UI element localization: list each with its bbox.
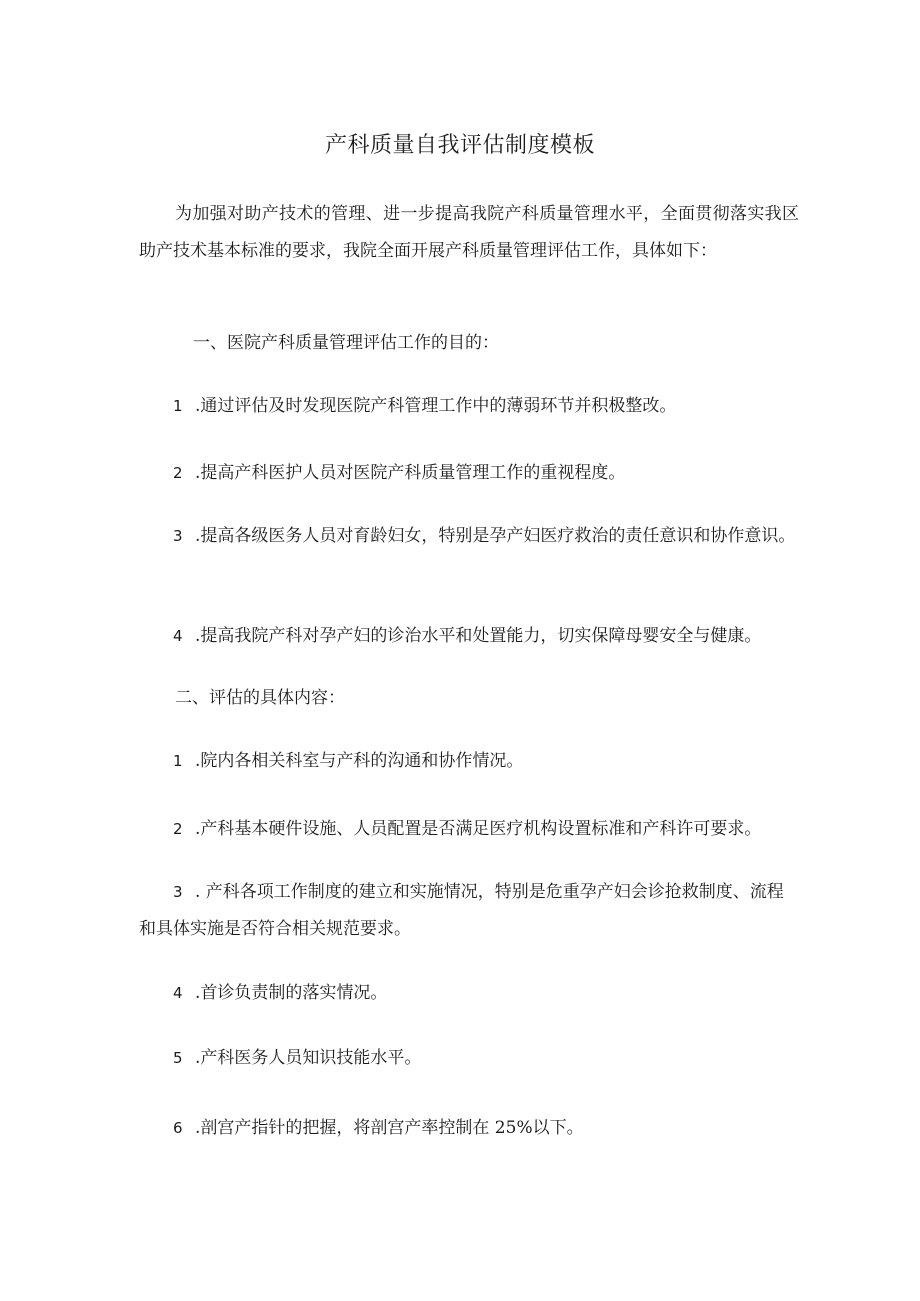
item-number: 6: [173, 1119, 183, 1137]
item-text: .提高我院产科对孕产妇的诊治水平和处置能力，切实保障母婴安全与健康。: [195, 626, 762, 646]
item-text: .提高产科医护人员对医院产科质量管理工作的重视程度。: [195, 463, 626, 483]
item-text: .产科医务人员知识技能水平。: [195, 1048, 422, 1068]
intro-paragraph: 为加强对助产技术的管理、进一步提高我院产科质量管理水平，全面贯彻落实我区助产技术基本标准的要求，我院全面开展产科质量管理评估工作，具体如下：: [139, 204, 799, 261]
list-item: [139, 518, 799, 555]
list-item: [139, 1110, 799, 1147]
item-text: .提高各级医务人员对育龄妇女，特别是孕产妇医疗救治的责任意识和协作意识。: [195, 526, 796, 546]
item-number: 1: [173, 752, 183, 770]
list-item: [139, 811, 799, 848]
item-number: 3: [173, 883, 183, 901]
item-number: 2: [173, 464, 183, 482]
item-text: .剖宫产指针的把握，将剖宫产率控制在 25%以下。: [195, 1118, 584, 1138]
list-item: [139, 388, 799, 425]
item-number: 5: [173, 1049, 183, 1067]
item-number: 4: [173, 627, 183, 645]
document-title: 产科质量自我评估制度模板: [324, 133, 595, 158]
item-number: 2: [173, 820, 183, 838]
item-text: .产科基本硬件设施、人员配置是否满足医疗机构设置标准和产科许可要求。: [195, 819, 762, 839]
list-item: [139, 975, 799, 1012]
item-text: .首诊负责制的落实情况。: [195, 983, 388, 1003]
list-item: [139, 1040, 799, 1077]
list-item: [139, 455, 799, 492]
item-number: 1: [173, 397, 183, 415]
list-item: [139, 743, 799, 780]
section-heading-purpose: 一、医院产科质量管理评估工作的目的：: [193, 333, 499, 353]
item-number: 3: [173, 527, 183, 545]
section-heading-content: 二、评估的具体内容：: [175, 688, 345, 708]
item-text: .院内各相关科室与产科的沟通和协作情况。: [195, 751, 524, 771]
item-text: . 产科各项工作制度的建立和实施情况，特别是危重孕产妇会诊抢救制度、流程和具体实施是否符合相关规范要求。: [139, 882, 784, 939]
list-item: [139, 618, 799, 655]
item-number: 4: [173, 984, 183, 1002]
list-item: [139, 874, 799, 948]
item-text: .通过评估及时发现医院产科管理工作中的薄弱环节并积极整改。: [195, 396, 677, 416]
